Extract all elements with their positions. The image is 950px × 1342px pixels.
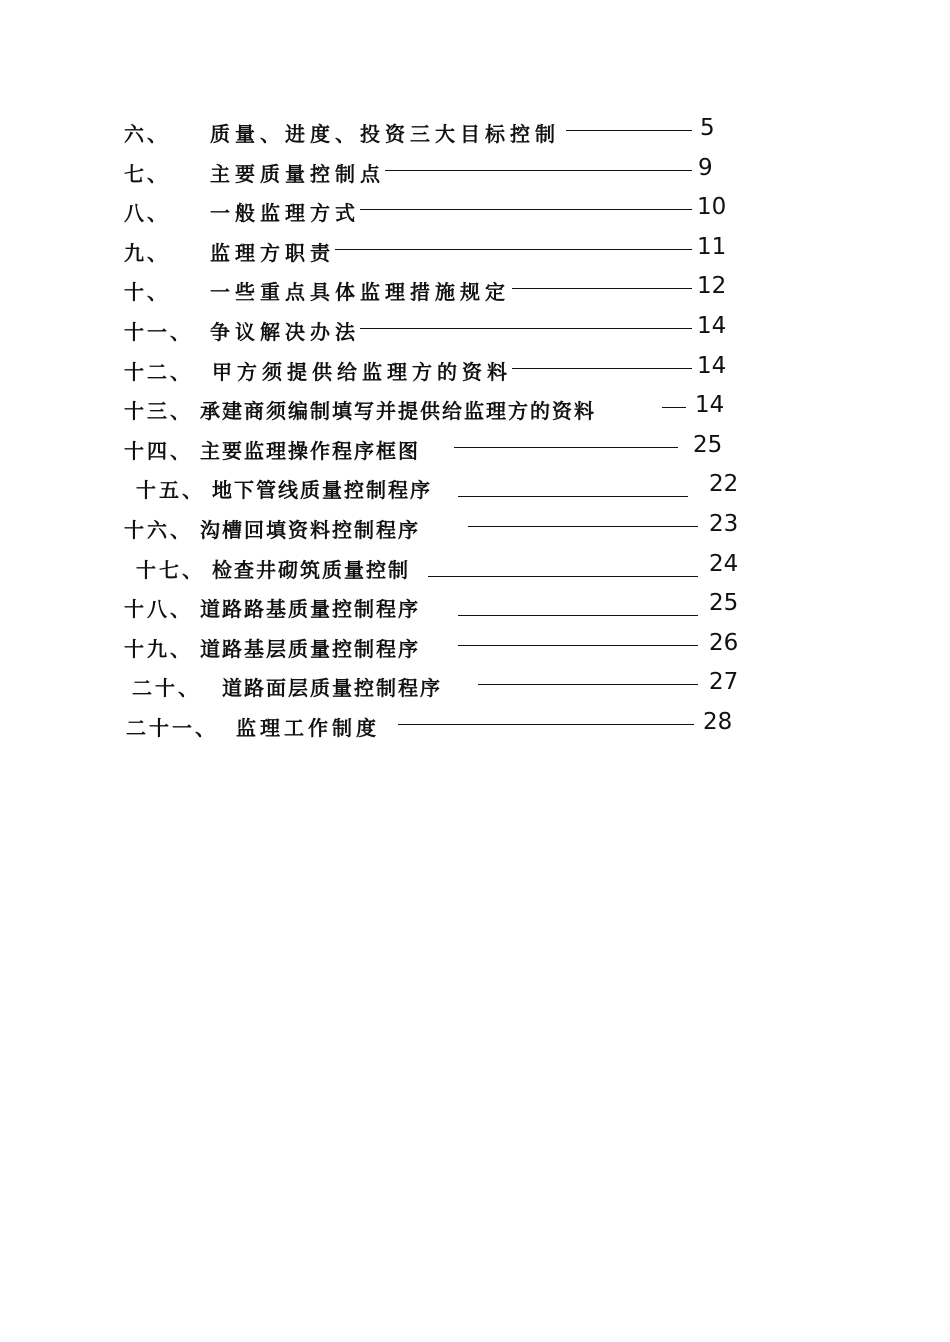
toc-entry-number: 六、 — [124, 122, 170, 146]
toc-entry-title: 道路面层质量控制程序 — [222, 676, 442, 701]
toc-entry — [0, 625, 950, 665]
toc-entry-page: 25 — [693, 431, 723, 458]
toc-entry-number: 十六、 — [124, 517, 193, 542]
toc-entry-page: 5 — [700, 115, 715, 141]
toc-leader-line — [512, 368, 692, 369]
toc-entry-title: 检查井砌筑质量控制 — [212, 557, 410, 582]
toc-entry-number: 十一、 — [124, 319, 193, 344]
toc-entry-page: 14 — [695, 392, 725, 419]
toc-entry-page: 12 — [697, 273, 727, 300]
toc-entry — [0, 229, 950, 269]
toc-entry-number: 七、 — [124, 161, 170, 186]
toc-entry-number: 二十一、 — [126, 715, 218, 740]
toc-entry-page: 14 — [697, 312, 727, 339]
toc-entry — [0, 664, 950, 704]
toc-entry — [0, 506, 950, 546]
toc-leader-line — [360, 328, 692, 329]
toc-leader-line — [512, 288, 692, 289]
toc-entry — [0, 387, 950, 427]
toc-entry-page: 28 — [703, 708, 733, 735]
toc-entry-number: 十、 — [124, 280, 170, 305]
toc-leader-line — [468, 526, 698, 527]
toc-leader-line — [335, 249, 692, 250]
toc-entry-number: 二十、 — [132, 676, 201, 701]
toc-entry — [0, 268, 950, 308]
toc-entry-page: 25 — [709, 590, 739, 617]
toc-entry-number: 十二、 — [124, 359, 193, 384]
toc-entry-title: 承建商须编制填写并提供给监理方的资料 — [200, 399, 596, 424]
toc-leader-line — [398, 724, 694, 725]
toc-entry-page: 22 — [709, 471, 739, 498]
toc-leader-line — [458, 615, 698, 616]
toc-entry-title: 道路路基质量控制程序 — [200, 597, 420, 622]
toc-entry-number: 八、 — [124, 201, 170, 226]
toc-entry-number: 十七、 — [136, 557, 205, 582]
toc-entry-number: 十五、 — [136, 478, 205, 503]
toc-entry-title: 道路基层质量控制程序 — [200, 636, 420, 661]
toc-entry-page: 26 — [709, 629, 739, 656]
toc-entry-title: 主要质量控制点 — [210, 161, 385, 186]
toc-entry — [0, 585, 950, 625]
toc-entry-page: 24 — [709, 550, 739, 577]
toc-leader-line — [458, 496, 688, 497]
toc-entry — [0, 466, 950, 506]
toc-leader-line — [566, 130, 692, 131]
toc-entry-title: 监理方职责 — [210, 240, 335, 265]
toc-entry-title: 质量、进度、投资三大目标控制 — [210, 122, 560, 146]
toc-entry-page: 11 — [697, 233, 727, 260]
toc-leader-line — [662, 407, 686, 408]
toc-entry — [0, 110, 950, 150]
toc-entry — [0, 150, 950, 190]
toc-leader-line — [458, 645, 698, 646]
toc-entry-number: 十八、 — [124, 597, 193, 622]
toc-entry — [0, 348, 950, 388]
toc-entry — [0, 427, 950, 467]
toc-entry-number: 十九、 — [124, 636, 193, 661]
toc-leader-line — [454, 447, 678, 448]
toc-entry-title: 一般监理方式 — [210, 201, 360, 226]
toc-entry — [0, 308, 950, 348]
toc-entry-number: 十三、 — [124, 399, 193, 424]
toc-entry-title: 主要监理操作程序框图 — [200, 438, 420, 463]
toc-entry-page: 9 — [698, 154, 713, 181]
toc-leader-line — [428, 576, 698, 577]
toc-entry — [0, 704, 950, 744]
toc-entry-page: 14 — [697, 352, 727, 379]
toc-entry-title: 地下管线质量控制程序 — [212, 478, 432, 503]
toc-entry-number: 九、 — [124, 240, 170, 265]
toc-leader-line — [385, 170, 692, 171]
toc-entry-title: 甲方须提供给监理方的资料 — [212, 359, 512, 384]
toc-entry-title: 监理工作制度 — [236, 715, 380, 740]
toc-entry-page: 23 — [709, 510, 739, 537]
toc-leader-line — [478, 684, 698, 685]
table-of-contents — [0, 110, 950, 744]
toc-entry-title: 一些重点具体监理措施规定 — [210, 280, 510, 305]
toc-entry-number: 十四、 — [124, 438, 193, 463]
toc-entry — [0, 189, 950, 229]
toc-entry-page: 10 — [697, 194, 727, 221]
toc-entry-title: 争议解决办法 — [210, 319, 360, 344]
toc-leader-line — [360, 209, 692, 210]
toc-entry — [0, 546, 950, 586]
toc-entry-title: 沟槽回填资料控制程序 — [200, 517, 420, 542]
toc-entry-page: 27 — [709, 669, 739, 696]
